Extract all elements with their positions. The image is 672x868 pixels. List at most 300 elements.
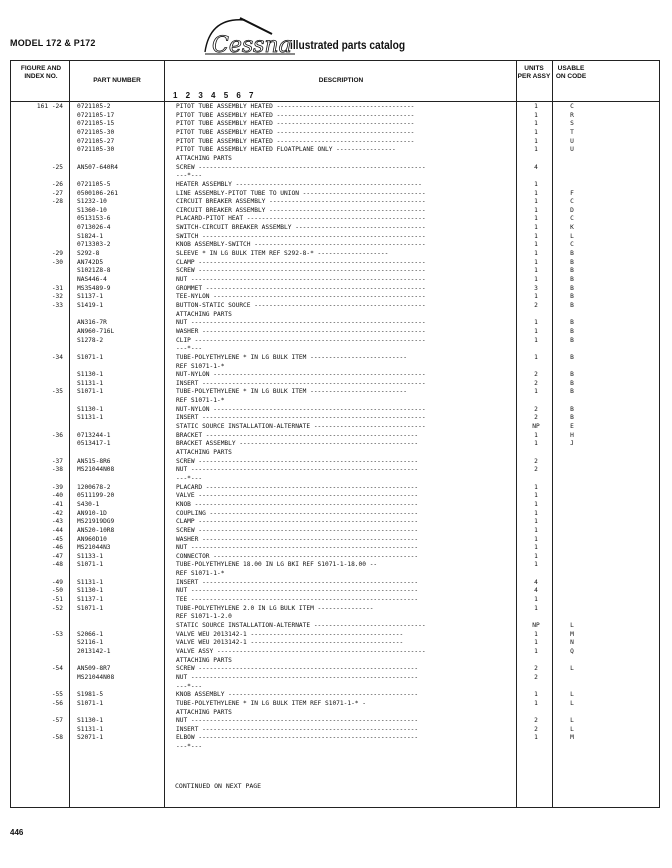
usable-code: K	[570, 224, 574, 232]
table-row	[11, 518, 659, 526]
usable-code: B	[570, 371, 574, 379]
units-per-assy: 4	[534, 587, 538, 595]
table-row	[11, 337, 659, 345]
table-row	[11, 648, 659, 656]
index-no: -58	[51, 734, 63, 742]
description: TUBE-POLYETHYLENE * IN LG BULK ITEM REF S1071-1-* -	[176, 699, 366, 707]
description: NUT -------------------------------------------------------------	[176, 544, 419, 552]
table-row	[11, 466, 659, 474]
table-row	[11, 129, 659, 137]
description: BUTTON-STATIC SOURCE ----------------------------------------------	[176, 301, 426, 309]
part-number: 0513417-1	[77, 440, 111, 448]
description: NUT -------------------------------------------------------------	[176, 673, 419, 681]
description: TUBE-POLYETHYLENE * IN LG BULK ITEM --------------------------	[176, 353, 407, 361]
units-per-assy: 1	[534, 189, 538, 197]
units-per-assy: 4	[534, 163, 538, 171]
table-row	[11, 458, 659, 466]
units-per-assy: NP	[532, 423, 540, 431]
parts-table	[10, 60, 660, 808]
usable-code: B	[570, 388, 574, 396]
units-per-assy: 1	[534, 561, 538, 569]
table-row	[11, 155, 659, 163]
description: KNOB ASSEMBLY-SWITCH ----------------------------------------------	[176, 241, 426, 249]
description: CIRCUIT BREAKER ASSEMBLY ------------------------------------------	[176, 198, 426, 206]
description: PITOT TUBE ASSEMBLY HEATED -------------------------------------	[176, 111, 415, 119]
usable-code: E	[570, 423, 574, 431]
index-no: -43	[51, 518, 63, 526]
usable-code: L	[570, 691, 574, 699]
index-no: -46	[51, 544, 63, 552]
table-row	[11, 484, 659, 492]
part-number: S1419-1	[77, 301, 104, 309]
usable-code: L	[570, 699, 574, 707]
usable-code: B	[570, 319, 574, 327]
part-number: AN742D5	[77, 258, 104, 266]
usable-code: B	[570, 267, 574, 275]
description: SCREW -------------------------------------------------------------	[176, 163, 426, 171]
description: VALVE ASSY --------------------------------------------------------	[176, 647, 426, 655]
units-per-assy: 2	[534, 673, 538, 681]
table-row	[11, 198, 659, 206]
part-number: S1130-1	[77, 717, 104, 725]
part-number: S1131-1	[77, 578, 104, 586]
units-per-assy: 1	[534, 241, 538, 249]
part-number: S1137-1	[77, 293, 104, 301]
units-per-assy: 2	[534, 466, 538, 474]
usable-code: N	[570, 639, 574, 647]
description: ATTACHING PARTS	[176, 449, 232, 456]
description: SCREW -----------------------------------------------------------	[176, 457, 419, 465]
table-row	[11, 414, 659, 422]
index-no: -41	[51, 500, 63, 508]
units-per-assy: 1	[534, 250, 538, 258]
description: SCREW -----------------------------------------------------------	[176, 665, 419, 673]
units-per-assy: 1	[534, 353, 538, 361]
units-per-assy: 1	[534, 535, 538, 543]
description: TUBE-POLYETHYLENE 18.00 IN LG BKI REF S1071-1-18.00 --	[176, 561, 378, 569]
description: WASHER ----------------------------------------------------------	[176, 535, 419, 543]
description: NUT-NYLON ---------------------------------------------------------	[176, 405, 426, 413]
table-row	[11, 501, 659, 509]
units-per-assy: 1	[534, 699, 538, 707]
part-number: S1130-1	[77, 405, 104, 413]
units-per-assy: 1	[534, 630, 538, 638]
part-number: NAS446-4	[77, 276, 107, 283]
index-no: -37	[51, 457, 63, 465]
usable-code: J	[570, 440, 574, 448]
units-per-assy: 2	[534, 725, 538, 733]
part-number: 0721105-2	[77, 103, 111, 110]
description: ---*---	[176, 682, 203, 690]
units-per-assy: 1	[534, 440, 538, 448]
usable-code: B	[570, 405, 574, 413]
table-row	[11, 363, 659, 371]
table-row	[11, 639, 659, 647]
part-number: S1137-1	[77, 596, 104, 604]
part-number: S1981-5	[77, 691, 104, 699]
table-row	[11, 138, 659, 146]
table-row	[11, 691, 659, 699]
description: CONNECTOR -------------------------------------------------------	[176, 552, 419, 560]
usable-code: B	[570, 250, 574, 258]
part-number: S1131-1	[77, 414, 104, 422]
units-per-assy: 1	[534, 388, 538, 396]
part-number: S1071-1	[77, 604, 104, 612]
table-row	[11, 440, 659, 448]
units-per-assy: 1	[534, 518, 538, 526]
units-per-assy: 1	[534, 734, 538, 742]
description: TEE-NYLON ---------------------------------------------------------	[176, 293, 426, 301]
units-per-assy: 1	[534, 509, 538, 517]
part-number: MS21044N3	[77, 544, 111, 552]
index-no: -31	[51, 284, 63, 292]
table-row	[11, 544, 659, 552]
description: PITOT TUBE ASSEMBLY HEATED FLOATPLANE ONLY ----------------	[176, 146, 396, 154]
part-number: S430-1	[77, 500, 100, 508]
index-no: -49	[51, 578, 63, 586]
usable-code: L	[570, 622, 574, 629]
table-row	[11, 709, 659, 717]
index-no: -45	[51, 535, 63, 543]
part-number: S2066-1	[77, 630, 104, 638]
table-row	[11, 354, 659, 362]
units-per-assy: 1	[534, 639, 538, 647]
table-row	[11, 570, 659, 578]
units-per-assy: 1	[534, 604, 538, 612]
description: STATIC SOURCE INSTALLATION-ALTERNATE ------------------------------	[176, 622, 426, 629]
cessna-logo-icon	[200, 12, 310, 60]
table-row	[11, 536, 659, 544]
description: SWITCH-CIRCUIT BREAKER ASSEMBLY -----------------------------------	[176, 224, 426, 232]
table-row	[11, 311, 659, 319]
index-no: -38	[51, 466, 63, 474]
description: CLAMP -----------------------------------------------------------	[176, 518, 419, 526]
description: ATTACHING PARTS	[176, 310, 232, 318]
table-row	[11, 190, 659, 198]
description: SWITCH ------------------------------------------------------------	[176, 232, 426, 240]
table-row	[11, 734, 659, 742]
usable-code: B	[570, 293, 574, 301]
units-per-assy: 1	[534, 137, 538, 145]
description: INSERT ------------------------------------------------------------	[176, 414, 426, 422]
table-row	[11, 388, 659, 396]
description: SCREW -------------------------------------------------------------	[176, 267, 426, 275]
description: VALVE -----------------------------------------------------------	[176, 492, 419, 500]
description: PITOT TUBE ASSEMBLY HEATED -------------------------------------	[176, 128, 415, 136]
description: GROMMET -----------------------------------------------------------	[176, 284, 426, 292]
table-row	[11, 233, 659, 241]
table-row	[11, 172, 659, 180]
units-per-assy: 1	[534, 180, 538, 188]
units-per-assy: 1	[534, 483, 538, 491]
part-number: MS35489-9	[77, 284, 111, 292]
part-number: AN507-640R4	[77, 163, 118, 171]
part-number: S1130-1	[77, 587, 104, 595]
table-row	[11, 613, 659, 621]
part-number: 0721105-5	[77, 180, 111, 188]
description: PITOT TUBE ASSEMBLY HEATED -------------------------------------	[176, 120, 415, 128]
table-row	[11, 267, 659, 275]
index-no: -25	[51, 163, 63, 171]
usable-code: B	[570, 284, 574, 292]
index-no: -39	[51, 483, 63, 491]
part-number: 0721105-30	[77, 128, 115, 136]
table-row	[11, 120, 659, 128]
part-number: S1360-10	[77, 206, 107, 214]
description: NUT ---------------------------------------------------------------	[176, 319, 426, 327]
table-row	[11, 276, 659, 284]
col-header-part: PART NUMBER	[93, 77, 141, 84]
part-number: S1071-1	[77, 561, 104, 569]
part-number: MS21044N08	[77, 673, 115, 681]
part-number: 1200678-2	[77, 483, 111, 491]
usable-code: M	[570, 630, 574, 638]
table-row	[11, 743, 659, 751]
table-row	[11, 475, 659, 483]
usable-code: D	[570, 206, 574, 214]
table-row	[11, 596, 659, 604]
description: PLACARD ---------------------------------------------------------	[176, 483, 419, 491]
units-per-assy: 1	[534, 215, 538, 223]
units-per-assy: 1	[534, 327, 538, 335]
units-per-assy: 2	[534, 717, 538, 725]
description: CLIP --------------------------------------------------------------	[176, 336, 426, 344]
units-per-assy: 1	[534, 198, 538, 206]
table-row	[11, 112, 659, 120]
description: NUT -------------------------------------------------------------	[176, 717, 419, 725]
units-per-assy: 2	[534, 379, 538, 387]
part-number: 0721105-30	[77, 146, 115, 154]
description: CIRCUIT BREAKER ASSEMBLY ------------------------------------------	[176, 206, 426, 214]
units-per-assy: 3	[534, 284, 538, 292]
units-per-assy: 1	[534, 293, 538, 301]
table-row	[11, 215, 659, 223]
table-row	[11, 103, 659, 111]
table-row	[11, 683, 659, 691]
table-row	[11, 302, 659, 310]
model-title: MODEL 172 & P172	[10, 38, 96, 48]
description: NUT -------------------------------------------------------------	[176, 466, 419, 474]
description: TUBE-POLYETHYLENE * IN LG BULK ITEM --------------------------	[176, 388, 407, 396]
cessna-logo	[200, 12, 310, 60]
units-per-assy: 1	[534, 267, 538, 275]
part-number: AN910-1D	[77, 509, 107, 517]
usable-code: H	[570, 431, 574, 439]
units-per-assy: 4	[534, 578, 538, 586]
part-number: S1021Z8-8	[77, 267, 111, 275]
index-no: -34	[51, 353, 63, 361]
units-per-assy: 1	[534, 224, 538, 232]
usable-code: C	[570, 241, 574, 249]
table-row	[11, 587, 659, 595]
table-row	[11, 319, 659, 327]
units-per-assy: NP	[532, 622, 540, 629]
index-no: -40	[51, 492, 63, 500]
indent-digits: 1 2 3 4 5 6 7	[173, 91, 257, 100]
index-no: -44	[51, 526, 63, 534]
description: ATTACHING PARTS	[176, 154, 232, 162]
part-number: S1071-1	[77, 388, 104, 396]
usable-code: U	[570, 146, 574, 154]
description: REF S1071-1-*	[176, 362, 225, 370]
table-row	[11, 285, 659, 293]
description: PLACARD-PITOT HEAT ------------------------------------------------	[176, 215, 426, 223]
part-number: 2013142-1	[77, 647, 111, 655]
description: TUBE-POLYETHYLENE 2.0 IN LG BULK ITEM ---------------	[176, 604, 374, 612]
usable-code: F	[570, 189, 574, 197]
table-row	[11, 164, 659, 172]
index-no: -51	[51, 596, 63, 604]
usable-code: B	[570, 276, 574, 283]
description: SCREW -----------------------------------------------------------	[176, 526, 419, 534]
description: SLEEVE * IN LG BULK ITEM REF S292-8-* -------------------	[176, 250, 389, 258]
description: HEATER ASSEMBLY --------------------------------------------------	[176, 180, 422, 188]
usable-code: B	[570, 353, 574, 361]
usable-code: L	[570, 665, 574, 673]
usable-code: C	[570, 215, 574, 223]
index-no: -30	[51, 258, 63, 266]
part-number: 0513153-6	[77, 215, 111, 223]
index-no: -57	[51, 717, 63, 725]
units-per-assy: 1	[534, 103, 538, 110]
description: PITOT TUBE ASSEMBLY HEATED -------------------------------------	[176, 137, 415, 145]
description: NUT-NYLON ---------------------------------------------------------	[176, 371, 426, 379]
description: INSERT ------------------------------------------------------------	[176, 379, 426, 387]
table-row	[11, 224, 659, 232]
index-no: -28	[51, 198, 63, 206]
description: WASHER ------------------------------------------------------------	[176, 327, 426, 335]
usable-code: C	[570, 103, 574, 110]
description: KNOB ------------------------------------------------------------	[176, 500, 419, 508]
logo-text: Cessna	[212, 33, 292, 58]
table-row	[11, 561, 659, 569]
part-number: AN960-716L	[77, 327, 115, 335]
part-number: S2071-1	[77, 734, 104, 742]
part-number: AN509-8R7	[77, 665, 111, 673]
usable-code: C	[570, 198, 574, 206]
table-row	[11, 726, 659, 734]
col-header-units: UNITS PER ASSY	[517, 65, 551, 80]
units-per-assy: 2	[534, 405, 538, 413]
table-row	[11, 674, 659, 682]
part-number: S1071-1	[77, 699, 104, 707]
usable-code: B	[570, 414, 574, 422]
table-row	[11, 423, 659, 431]
usable-code: B	[570, 379, 574, 387]
description: BRACKET ASSEMBLY ------------------------------------------------	[176, 440, 419, 448]
usable-code: S	[570, 120, 574, 128]
part-number: 0713244-1	[77, 431, 111, 439]
table-row	[11, 657, 659, 665]
description: ---*---	[176, 743, 203, 751]
index-no: -50	[51, 587, 63, 595]
part-number: S2116-1	[77, 639, 104, 647]
description: ---*---	[176, 345, 203, 353]
index-no: -42	[51, 509, 63, 517]
usable-code: L	[570, 232, 574, 240]
index-no: -36	[51, 431, 63, 439]
col-header-figure: FIGURE AND INDEX NO.	[20, 65, 62, 80]
table-row	[11, 631, 659, 639]
index-no: -35	[51, 388, 63, 396]
description: ATTACHING PARTS	[176, 708, 232, 716]
table-row	[11, 259, 659, 267]
table-row	[11, 293, 659, 301]
units-per-assy: 2	[534, 414, 538, 422]
description: KNOB ASSEMBLY ---------------------------------------------------	[176, 691, 419, 699]
part-number: S1071-1	[77, 353, 104, 361]
part-number: 0713026-4	[77, 224, 111, 232]
units-per-assy: 1	[534, 596, 538, 604]
part-number: MS21044N08	[77, 466, 115, 474]
description: NUT ---------------------------------------------------------------	[176, 276, 426, 283]
table-row	[11, 328, 659, 336]
part-number: 0721105-17	[77, 111, 115, 119]
description: VALVE WEU 2013142-1 -----------------------------------------	[176, 630, 404, 638]
index-no: 161 -24	[36, 103, 63, 110]
units-per-assy: 2	[534, 665, 538, 673]
units-per-assy: 1	[534, 206, 538, 214]
usable-code: T	[570, 128, 574, 136]
units-per-assy: 1	[534, 691, 538, 699]
description: ---*---	[176, 172, 203, 180]
part-number: 0721105-27	[77, 137, 115, 145]
description: CLAMP -------------------------------------------------------------	[176, 258, 426, 266]
table-row	[11, 241, 659, 249]
table-row	[11, 605, 659, 613]
description: ---*---	[176, 474, 203, 482]
index-no: -53	[51, 630, 63, 638]
units-per-assy: 2	[534, 371, 538, 379]
index-no: -47	[51, 552, 63, 560]
table-row	[11, 553, 659, 561]
usable-code: L	[570, 717, 574, 725]
table-row	[11, 510, 659, 518]
description: REF S1071-1-*	[176, 397, 225, 405]
col-header-code: USABLE ON CODE	[555, 65, 587, 80]
description: STATIC SOURCE INSTALLATION-ALTERNATE ------------------------------	[176, 423, 426, 431]
table-row	[11, 700, 659, 708]
units-per-assy: 1	[534, 492, 538, 500]
units-per-assy: 1	[534, 336, 538, 344]
description: BRACKET ---------------------------------------------------------	[176, 431, 419, 439]
part-number: S1131-1	[77, 379, 104, 387]
part-number: S1232-10	[77, 198, 107, 206]
description: LINE ASSEMBLY-PITOT TUBE TO UNION ---------------------------------	[176, 189, 426, 197]
description: PITOT TUBE ASSEMBLY HEATED -------------------------------------	[176, 103, 415, 110]
page-number: 446	[10, 828, 24, 837]
part-number: 0511199-20	[77, 492, 115, 500]
description: TEE -------------------------------------------------------------	[176, 596, 419, 604]
part-number: 0721105-15	[77, 120, 115, 128]
units-per-assy: 1	[534, 526, 538, 534]
units-per-assy: 1	[534, 431, 538, 439]
part-number: S1130-1	[77, 371, 104, 379]
catalog-title: illustrated parts catalog	[290, 38, 406, 52]
units-per-assy: 1	[534, 544, 538, 552]
part-number: AN960D10	[77, 535, 107, 543]
usable-code: B	[570, 258, 574, 266]
part-number: 0713303-2	[77, 241, 111, 249]
table-row	[11, 380, 659, 388]
index-no: -55	[51, 691, 63, 699]
table-row	[11, 579, 659, 587]
index-no: -32	[51, 293, 63, 301]
index-no: -48	[51, 561, 63, 569]
table-row	[11, 492, 659, 500]
description: ATTACHING PARTS	[176, 656, 232, 664]
description: NUT -------------------------------------------------------------	[176, 587, 419, 595]
